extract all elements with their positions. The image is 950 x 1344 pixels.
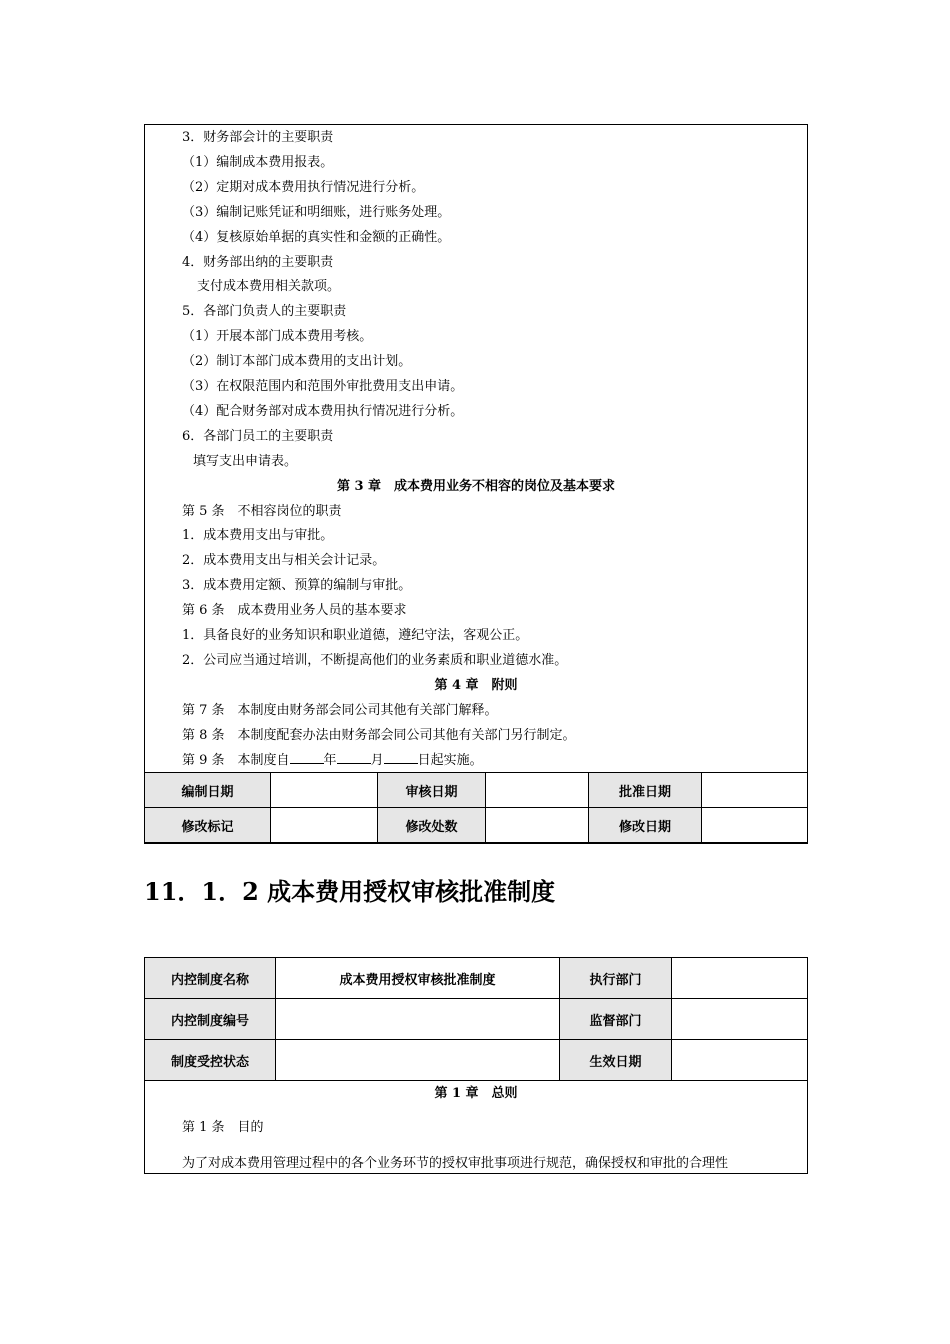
regulation-line: （4）复核原始单据的真实性和金额的正确性。 (182, 229, 451, 245)
regulation-line: 6．各部门员工的主要职责 (182, 428, 334, 444)
regulation-code-value (276, 999, 560, 1040)
month-label: 月 (370, 753, 384, 768)
blank-year (290, 750, 324, 764)
regulation-line: 第 8 条 本制度配套办法由财务部会同公司其他有关部门另行制定。 (182, 727, 576, 743)
regulation-name-label: 内控制度名称 (145, 958, 276, 999)
revision-count-label: 修改处数 (378, 808, 486, 843)
regulation-line: （1）编制成本费用报表。 (182, 154, 334, 170)
regulation-line: 填写支出申请表。 (193, 453, 298, 469)
effective-date-value (672, 1040, 808, 1081)
regulation-line: 1．具备良好的业务知识和职业道德，遵纪守法，客观公正。 (182, 628, 529, 643)
article-9-line (182, 750, 483, 770)
regulation-line: 4．财务部出纳的主要职责 (182, 254, 334, 270)
blank-month (337, 750, 371, 764)
regulation-line: 2．公司应当通过培训，不断提高他们的业务素质和职业道德水准。 (182, 652, 568, 668)
revision-count-value (486, 808, 589, 843)
approve-date-label: 批准日期 (589, 773, 702, 808)
control-status-label: 制度受控状态 (145, 1040, 276, 1081)
chapter-1-heading: 第 1 章 总则 (434, 1086, 518, 1101)
supervise-dept-label: 监督部门 (560, 999, 672, 1040)
regulation-header-table (144, 957, 808, 1081)
regulation-name-value: 成本费用授权审核批准制度 (276, 958, 560, 999)
control-status-value (276, 1040, 560, 1081)
compile-date-value (271, 773, 378, 808)
review-date-label: 审核日期 (378, 773, 486, 808)
blank-day (384, 750, 418, 764)
article-1-body: 为了对成本费用管理过程中的各个业务环节的授权审批事项进行规范，确保授权和审批的合理性 (182, 1156, 729, 1171)
year-label: 年 (323, 753, 337, 768)
regulation-line: （3）在权限范围内和范围外审批费用支出申请。 (182, 379, 464, 394)
regulation-line: （4）配合财务部对成本费用执行情况进行分析。 (182, 403, 464, 419)
section-title: 11．1．2 成本费用授权审核批准制度 (144, 877, 556, 906)
new-regulation-box (144, 957, 808, 1174)
regulation-line: （3）编制记账凭证和明细账，进行账务处理。 (182, 204, 451, 220)
regulation-code-label: 内控制度编号 (145, 999, 276, 1040)
supervise-dept-value (672, 999, 808, 1040)
review-date-value (486, 773, 589, 808)
regulation-line: 支付成本费用相关款项。 (197, 279, 341, 295)
regulation-line: 2．成本费用支出与相关会计记录。 (182, 553, 386, 569)
effective-date-label: 生效日期 (560, 1040, 672, 1081)
regulation-line: （2）制订本部门成本费用的支出计划。 (182, 354, 412, 370)
regulation-line: 第 6 条 成本费用业务人员的基本要求 (182, 603, 407, 619)
approval-footer-table (144, 772, 808, 843)
regulation-line: （1）开展本部门成本费用考核。 (182, 329, 373, 345)
regulation-line: 5．各部门负责人的主要职责 (182, 304, 347, 320)
chapter-heading: 第 3 章 成本费用业务不相容的岗位及基本要求 (336, 478, 616, 494)
revision-mark-value (271, 808, 378, 843)
exec-dept-value (672, 958, 808, 999)
article-9-prefix: 第 9 条 本制度自 (182, 753, 290, 768)
approve-date-value (702, 773, 808, 808)
article-9-suffix: 日起实施。 (417, 753, 483, 768)
revision-date-label: 修改日期 (589, 808, 702, 843)
regulation-line: 第 5 条 不相容岗位的职责 (182, 503, 342, 519)
regulation-continuation-box (144, 124, 808, 844)
exec-dept-label: 执行部门 (560, 958, 672, 999)
revision-date-value (702, 808, 808, 843)
compile-date-label: 编制日期 (145, 773, 271, 808)
regulation-line: （2）定期对成本费用执行情况进行分析。 (182, 179, 425, 195)
regulation-line: 第 7 条 本制度由财务部会同公司其他有关部门解释。 (182, 702, 498, 718)
regulation-line: 3．财务部会计的主要职责 (182, 130, 334, 145)
revision-mark-label: 修改标记 (145, 808, 271, 843)
article-1-heading: 第 1 条 目的 (182, 1120, 264, 1135)
regulation-line: 3．成本费用定额、预算的编制与审批。 (182, 578, 412, 594)
regulation-line: 1．成本费用支出与审批。 (182, 528, 334, 544)
chapter-heading: 第 4 章 附则 (434, 677, 518, 693)
